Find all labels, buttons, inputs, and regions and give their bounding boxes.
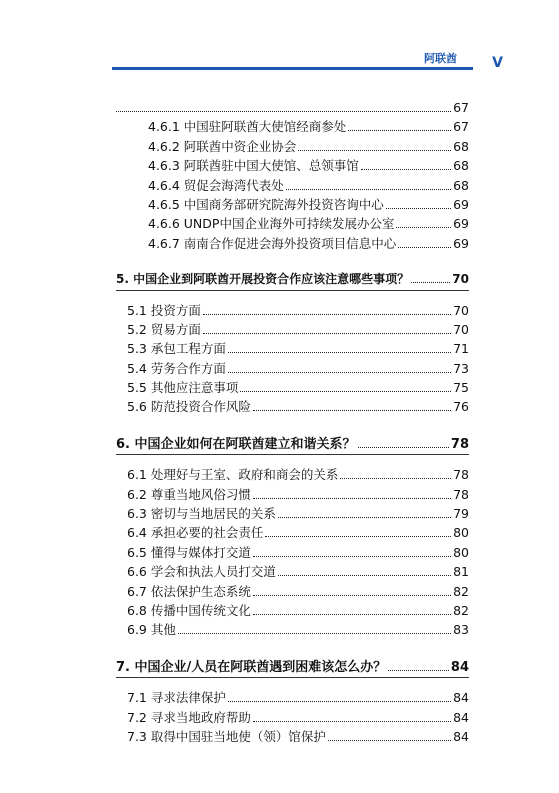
toc-chapter-label: 6. 中国企业如何在阿联酋建立和谐关系？ <box>116 436 356 452</box>
toc-entry[interactable] <box>116 117 469 136</box>
toc-entry-label: 4.6.2 阿联酋中资企业协会 <box>148 138 297 154</box>
toc-entry[interactable] <box>116 485 469 504</box>
toc-entry[interactable] <box>116 562 469 581</box>
dot-leader <box>228 352 451 353</box>
table-of-contents <box>116 98 469 746</box>
dot-leader <box>116 111 451 112</box>
toc-entry[interactable] <box>116 339 469 358</box>
toc-entry-label: 4.6.5 中国商务部研究院海外投资咨询中心 <box>148 196 384 212</box>
section-4-list <box>116 117 469 253</box>
toc-entry-label: 6.8 传播中国传统文化 <box>127 602 251 618</box>
toc-entry-label: 6.6 学会和执法人员打交道 <box>127 564 276 580</box>
dot-leader <box>265 536 451 537</box>
toc-entry[interactable] <box>116 601 469 620</box>
toc-chapter-5[interactable] <box>116 270 469 290</box>
toc-entry[interactable] <box>116 214 469 233</box>
dot-leader <box>340 478 451 479</box>
toc-page-number: 70 <box>453 302 469 318</box>
dot-leader <box>253 498 451 499</box>
toc-entry-label: 5.3 承包工程方面 <box>127 341 226 357</box>
dot-leader <box>253 614 451 615</box>
toc-page-number: 68 <box>453 158 469 174</box>
toc-page-number: 80 <box>453 525 469 541</box>
dot-leader <box>286 189 451 190</box>
toc-entry[interactable] <box>116 234 469 253</box>
toc-entry[interactable] <box>116 708 469 727</box>
section-6-list <box>116 465 469 640</box>
toc-entry-label: 6.1 处理好与王室、政府和商会的关系 <box>127 467 339 483</box>
toc-page-number: 71 <box>453 341 469 357</box>
toc-page-number: 84 <box>450 659 469 675</box>
toc-entry[interactable] <box>116 504 469 523</box>
dot-leader <box>361 169 451 170</box>
toc-entry[interactable] <box>116 465 469 484</box>
toc-page-number: 83 <box>453 622 469 638</box>
toc-entry-label: 6.2 尊重当地风俗习惯 <box>127 486 251 502</box>
toc-page-number: 84 <box>453 709 469 725</box>
toc-chapter-6[interactable] <box>116 435 469 455</box>
dot-leader <box>253 410 451 411</box>
dot-leader <box>396 227 451 228</box>
dot-leader <box>253 721 451 722</box>
toc-entry-label: 5.1 投资方面 <box>127 302 201 318</box>
toc-entry[interactable] <box>116 378 469 397</box>
dot-leader <box>253 556 451 557</box>
toc-entry-label: 5.4 劳务合作方面 <box>127 360 226 376</box>
toc-page-number: 69 <box>453 235 469 251</box>
dot-leader <box>178 633 451 634</box>
toc-page-number: 82 <box>453 583 469 599</box>
section-7-list <box>116 688 469 746</box>
toc-entry-label: 5.6 防范投资合作风险 <box>127 399 251 415</box>
section-5-list <box>116 301 469 417</box>
toc-entry-label: 7.1 寻求法律保护 <box>127 690 226 706</box>
toc-entry-label: 5.2 贸易方面 <box>127 321 201 337</box>
toc-entry[interactable] <box>116 397 469 416</box>
toc-entry[interactable] <box>116 543 469 562</box>
dot-leader <box>240 391 451 392</box>
toc-page-number: 79 <box>453 506 469 522</box>
toc-page-number: 69 <box>453 216 469 232</box>
dot-leader <box>398 247 451 248</box>
toc-entry-label: 6.7 依法保护生态系统 <box>127 583 251 599</box>
toc-entry[interactable] <box>116 620 469 639</box>
toc-page-number: 68 <box>453 138 469 154</box>
header-title: 阿联酋 <box>424 52 457 65</box>
toc-page-number: 68 <box>453 177 469 193</box>
toc-page-number: 84 <box>453 728 469 744</box>
toc-page-number: 73 <box>453 360 469 376</box>
header-rule <box>112 67 473 70</box>
toc-entry[interactable] <box>116 301 469 320</box>
toc-entry-label: 7.3 取得中国驻当地使（领）馆保护 <box>127 728 326 744</box>
toc-chapter-7[interactable] <box>116 658 469 678</box>
toc-entry[interactable] <box>116 359 469 378</box>
toc-continued-line[interactable] <box>116 98 469 117</box>
toc-entry-label: 4.6.6 UNDP中国企业海外可持续发展办公室 <box>148 216 395 232</box>
toc-page-number: 82 <box>453 602 469 618</box>
dot-leader <box>228 372 451 373</box>
dot-leader <box>388 670 449 671</box>
dot-leader <box>278 517 451 518</box>
dot-leader <box>203 333 451 334</box>
dot-leader <box>358 447 449 448</box>
dot-leader <box>278 575 451 576</box>
dot-leader <box>328 740 451 741</box>
dot-leader <box>298 150 451 151</box>
toc-entry[interactable] <box>116 727 469 746</box>
toc-page-number: 78 <box>453 467 469 483</box>
toc-page-number: 69 <box>453 196 469 212</box>
dot-leader <box>386 208 451 209</box>
toc-entry[interactable] <box>116 176 469 195</box>
toc-page-number: 76 <box>453 399 469 415</box>
toc-entry[interactable] <box>116 320 469 339</box>
toc-page-number: 78 <box>450 436 469 452</box>
dot-leader <box>253 595 451 596</box>
toc-page-number: 70 <box>453 321 469 337</box>
toc-entry-label: 6.5 懂得与媒体打交道 <box>127 544 251 560</box>
toc-entry-label: 7.2 寻求当地政府帮助 <box>127 709 251 725</box>
toc-entry[interactable] <box>116 582 469 601</box>
toc-page-number: 67 <box>453 100 469 115</box>
toc-page-number: 81 <box>453 564 469 580</box>
toc-entry-label: 4.6.4 贸促会海湾代表处 <box>148 177 284 193</box>
dot-leader <box>203 314 451 315</box>
toc-page-number: 78 <box>453 486 469 502</box>
toc-page-number: 67 <box>453 119 469 135</box>
dot-leader <box>411 282 450 283</box>
toc-page-number: 70 <box>452 272 469 287</box>
toc-entry[interactable] <box>116 137 469 156</box>
toc-entry-label: 4.6.7 南南合作促进会海外投资项目信息中心 <box>148 235 397 251</box>
toc-chapter-label: 7. 中国企业/人员在阿联酋遇到困难该怎么办？ <box>116 659 387 675</box>
toc-entry-label: 6.3 密切与当地居民的关系 <box>127 506 276 522</box>
toc-entry-label: 5.5 其他应注意事项 <box>127 380 239 396</box>
toc-chapter-label: 5. 中国企业到阿联酋开展投资合作应该注意哪些事项？ <box>116 272 410 287</box>
toc-entry[interactable] <box>116 156 469 175</box>
dot-leader <box>228 701 451 702</box>
toc-page-number: 84 <box>453 690 469 706</box>
dot-leader <box>348 130 451 131</box>
toc-entry-label: 6.4 承担必要的社会责任 <box>127 525 264 541</box>
toc-entry[interactable] <box>116 195 469 214</box>
toc-entry[interactable] <box>116 523 469 542</box>
toc-page-number: 80 <box>453 544 469 560</box>
toc-entry-label: 4.6.3 阿联酋驻中国大使馆、总领事馆 <box>148 158 359 174</box>
header-page-number: V <box>492 55 503 71</box>
toc-entry[interactable] <box>116 688 469 707</box>
toc-entry-label: 4.6.1 中国驻阿联酋大使馆经商参处 <box>148 119 347 135</box>
toc-entry-label: 6.9 其他 <box>127 622 176 638</box>
toc-page-number: 75 <box>453 380 469 396</box>
